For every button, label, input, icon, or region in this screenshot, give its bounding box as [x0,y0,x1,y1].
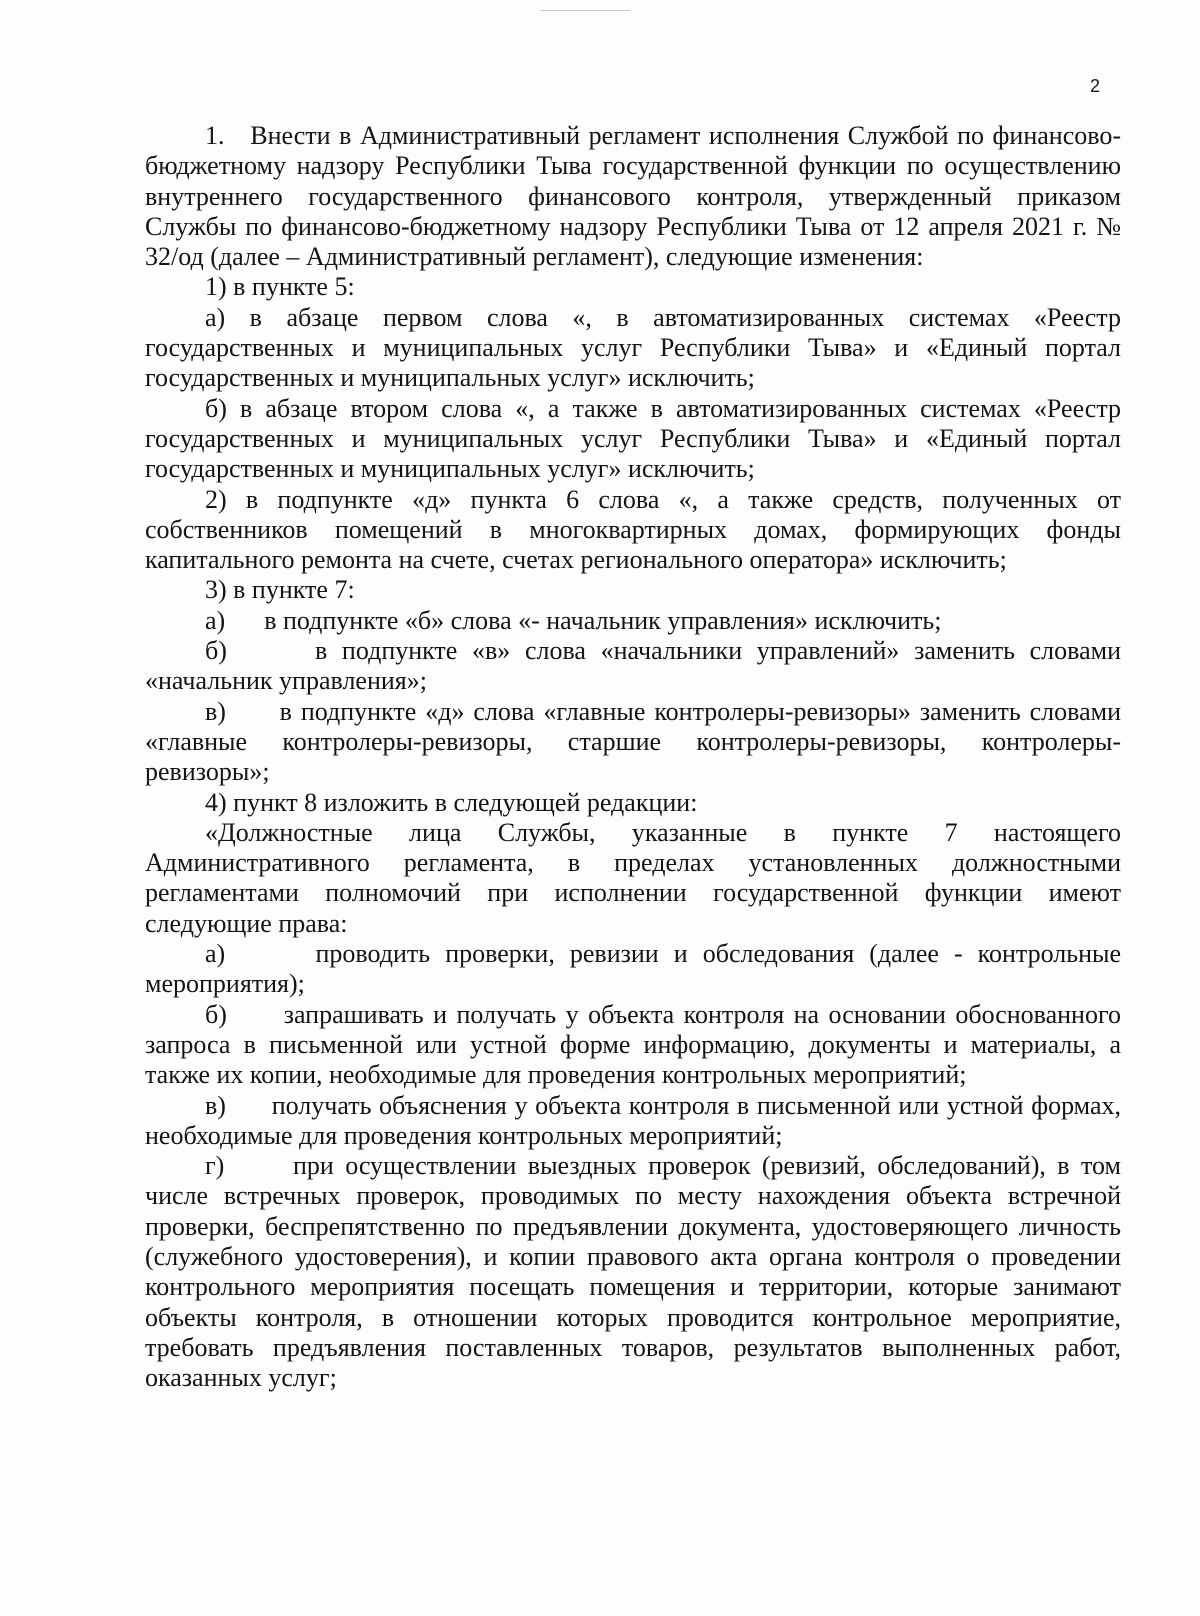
paragraph-new-clause-8: «Должностные лица Службы, указанные в пункте 7 настоящего Административного регламента, в пределах установленных должностными регламентами полномочий при исполнении государственной функции имеют следующие права: [145,817,1121,938]
paragraph-item-3a: а) в подпункте «б» слова «- начальник управления» исключить; [205,605,942,635]
scan-artifact [540,10,630,11]
paragraph-item-2: 2) в подпункте «д» пункта 6 слова «, а также средств, полученных от собственников помещений в многоквартирных домах, формирующих фонды капитального ремонта на счете, счетах регионального оператора» исключить; [145,484,1121,575]
paragraph-right-b: б) запрашивать и получать у объекта контроля на основании обоснованного запроса в письменной или устной форме информацию, документы и материалы, а также их копии, необходимые для проведения контрольных мероприятий; [145,999,1121,1090]
paragraph-item-1a: а) в абзаце первом слова «, в автоматизированных системах «Реестр государственных и муниципальных услуг Республики Тыва» и «Единый портал государственных и муниципальных услуг» исключить; [145,302,1121,393]
document-body [145,121,1121,1393]
paragraph-right-a: а) проводить проверки, ревизии и обследования (далее - контрольные мероприятия); [145,939,1121,999]
paragraph-item-3: 3) в пункте 7: [205,575,355,605]
paragraph-right-v: в) получать объяснения у объекта контроля в письменной или устной формах, необходимые для проведения контрольных мероприятий; [145,1090,1121,1150]
page-number: 2 [1090,76,1101,96]
paragraph-right-g: г) при осуществлении выездных проверок (ревизий, обследований), в том числе встречных проверок, проводимых по месту нахождения объекта встречной проверки, беспрепятственно по предъявлении документа, удостоверяющего личность (служебного удостоверения), и копии правового акта органа контроля о проведении контрольного мероприятия посещать помещения и территории, которые занимают объекты контроля, в отношении которых проводится контрольное мероприятие, требовать предъявления поставленных товаров, результатов выполненных работ, оказанных услуг; [145,1151,1121,1393]
paragraph-item-4: 4) пункт 8 изложить в следующей редакции: [205,787,698,817]
paragraph-amendment-intro: 1. Внести в Административный регламент исполнения Службой по финансово-бюджетному надзору Республики Тыва государственной функции по осуществлению внутреннего государственного финансового контроля, утвержденный приказом Службы по финансово-бюджетному надзору Республики Тыва от 12 апреля 2021 г. № 32/од (далее – Административный регламент), следующие изменения: [145,121,1121,272]
paragraph-item-3v: в) в подпункте «д» слова «главные контролеры-ревизоры» заменить словами «главные контролеры-ревизоры, старшие контролеры-ревизоры, контролеры-ревизоры»; [145,696,1121,787]
paragraph-item-1: 1) в пункте 5: [205,272,355,302]
paragraph-item-3b: б) в подпункте «в» слова «начальники управлений» заменить словами «начальник управления»; [145,636,1121,696]
paragraph-item-1b: б) в абзаце втором слова «, а также в автоматизированных системах «Реестр государственных и муниципальных услуг Республики Тыва» и «Единый портал государственных и муниципальных услуг» исключить; [145,393,1121,484]
